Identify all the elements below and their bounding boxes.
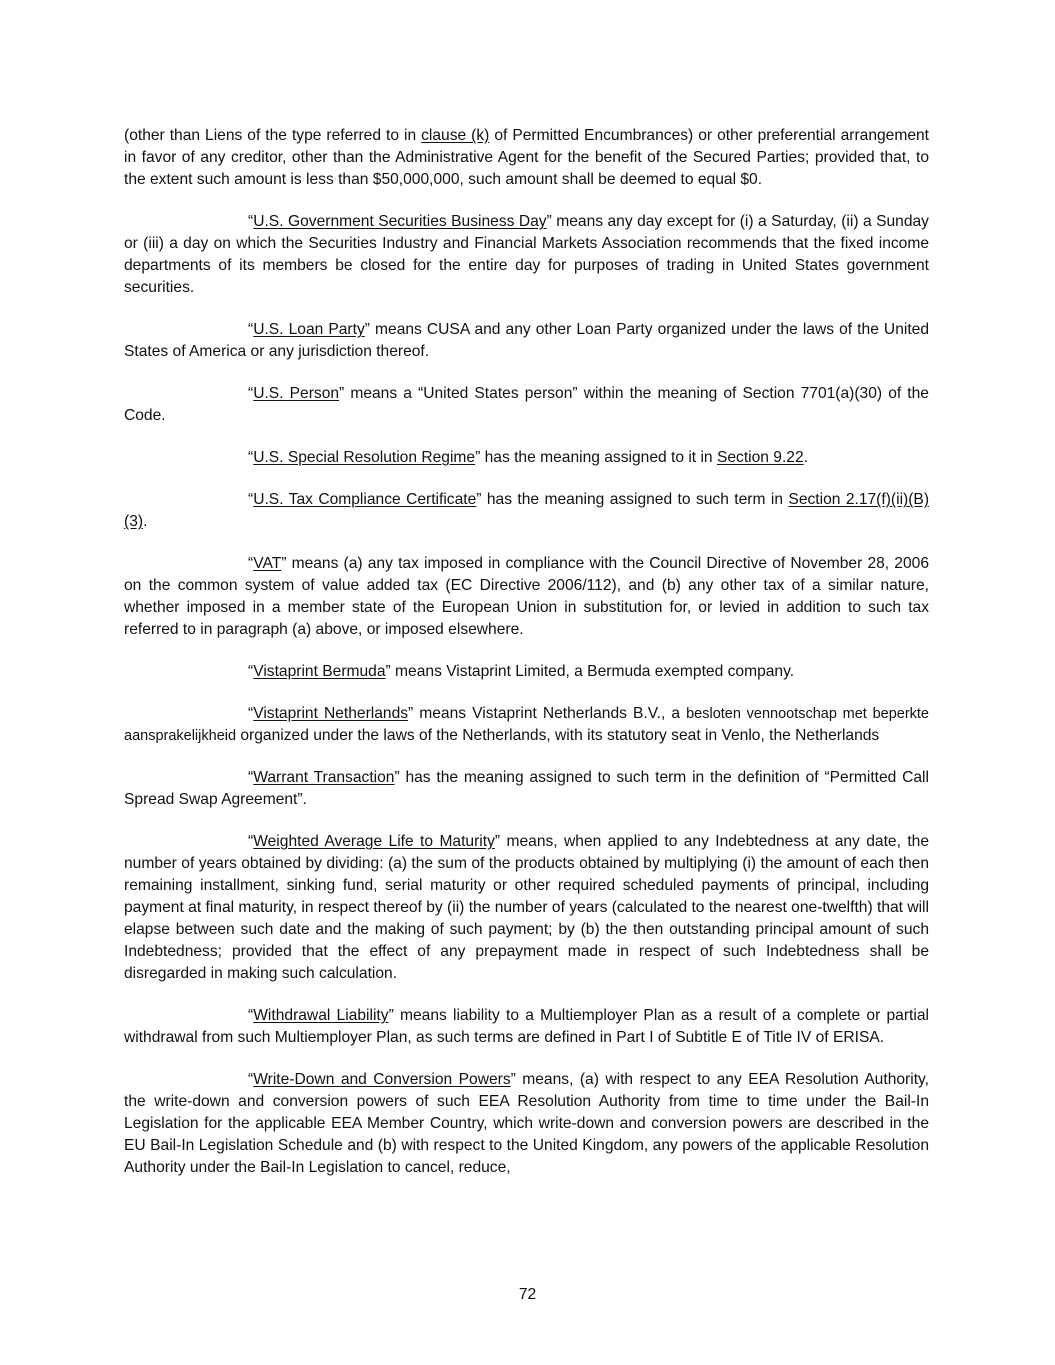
definition-text: ” means a “United States person” within the meaning of Section 7701(a)(30) of the Code. bbox=[124, 385, 929, 424]
foreign-legal-term: besloten vennootschap met beperkte aansprakelijkheid bbox=[124, 706, 929, 744]
defined-term: U.S. Loan Party bbox=[253, 321, 365, 338]
definition-vistaprint-netherlands: “Vistaprint Netherlands” means Vistaprint Netherlands B.V., a besloten vennootschap met beperkte aansprakelijkheid organized under the laws of the Netherlands, with its statutory seat in Venlo, the Netherlands bbox=[124, 705, 929, 744]
definition-text: ” means Vistaprint Netherlands B.V., a bbox=[408, 705, 687, 722]
continuation-paragraph bbox=[124, 125, 929, 191]
definition-text: ” means, (a) with respect to any EEA Resolution Authority, the write-down and conversion powers of such EEA Resolution Authority from time to time under the Bail-In Legislation for the applicable EEA Member Country, which write-down and conversion powers are described in the EU Bail-In Legislation Schedule and (b) with respect to the United Kingdom, any powers of the applicable Resolution Authority under the Bail-In Legislation to cancel, reduce, bbox=[124, 1071, 929, 1176]
definition-text: ” means Vistaprint Limited, a Bermuda exempted company. bbox=[385, 663, 795, 680]
definition-write-down-and-conversion-powers: “Write-Down and Conversion Powers” means, (a) with respect to any EEA Resolution Authority, the write-down and conversion powers of such EEA Resolution Authority from time to time under the Bail-In Legislation for the applicable EEA Member Country, which write-down and conversion powers are described in the EU Bail-In Legislation Schedule and (b) with respect to the United Kingdom, any powers of the applicable Resolution Authority under the Bail-In Legislation to cancel, reduce, bbox=[124, 1071, 929, 1176]
definition-text: ” has the meaning assigned to such term in bbox=[476, 491, 789, 508]
defined-term: Weighted Average Life to Maturity bbox=[253, 833, 495, 850]
defined-term: VAT bbox=[253, 555, 282, 572]
definition-text: organized under the laws of the Netherlands, with its statutory seat in Venlo, the Netherlands bbox=[236, 727, 880, 744]
definition-text: ” means liability to a Multiemployer Plan as a result of a complete or partial withdrawal from such Multiemployer Plan, as such terms are defined in Part I of Subtitle E of Title IV of ERISA. bbox=[124, 1007, 929, 1046]
definition-text: ” has the meaning assigned to it in bbox=[475, 449, 717, 466]
definition-vistaprint-bermuda: “Vistaprint Bermuda” means Vistaprint Limited, a Bermuda exempted company. bbox=[248, 663, 795, 680]
definition-text: ” has the meaning assigned to such term in the definition of “Permitted Call Spread Swap Agreement”. bbox=[124, 769, 929, 808]
section-reference: Section 9.22 bbox=[716, 449, 804, 466]
definition-text: ” means, when applied to any Indebtedness at any date, the number of years obtained by dividing: (a) the sum of the products obtained by multiplying (i) the amount of each then remaining installment, sinking fund, serial maturity or other required scheduled payments of principal, including payment at final maturity, in respect thereof by (ii) the number of years (calculated to the nearest one-twelfth) that will elapse between such date and the making of such payment; by (b) the then outstanding principal amount of such Indebtedness; provided that the effect of any prepayment made in respect of such Indebtedness shall be disregarded in making such calculation. bbox=[124, 833, 929, 982]
defined-term: Withdrawal Liability bbox=[253, 1007, 389, 1024]
definition-text: ” means any day except for (i) a Saturday, (ii) a Sunday or (iii) a day on which the Securities Industry and Financial Markets Association recommends that the fixed income departments of its members be closed for the entire day for purposes of trading in United States government securities. bbox=[124, 213, 929, 296]
definition-withdrawal-liability: “Withdrawal Liability” means liability to a Multiemployer Plan as a result of a complete or partial withdrawal from such Multiemployer Plan, as such terms are defined in Part I of Subtitle E of Title IV of ERISA. bbox=[124, 1007, 929, 1046]
definition-us-tax-compliance-certificate: “U.S. Tax Compliance Certificate” has the meaning assigned to such term in Section 2.17(f)(ii)(B)(3). bbox=[124, 491, 930, 530]
definition-vat: “VAT” means (a) any tax imposed in compliance with the Council Directive of November 28, 2006 on the common system of value added tax (EC Directive 2006/112), and (b) any other tax of a similar nature, whether imposed in a member state of the European Union in substitution for, or levied in addition to such tax referred to in paragraph (a) above, or imposed elsewhere. bbox=[124, 555, 929, 638]
section-reference: Section 2.17(f)(ii)(B)(3) bbox=[124, 491, 930, 530]
definition-us-loan-party: “U.S. Loan Party” means CUSA and any other Loan Party organized under the laws of the United States of America or any jurisdiction thereof. bbox=[124, 321, 930, 360]
definition-warrant-transaction: “Warrant Transaction” has the meaning assigned to such term in the definition of “Permitted Call Spread Swap Agreement”. bbox=[124, 769, 929, 808]
defined-term: U.S. Special Resolution Regime bbox=[253, 449, 476, 466]
definition-text: ” means (a) any tax imposed in compliance with the Council Directive of November 28, 2006 on the common system of value added tax (EC Directive 2006/112), and (b) any other tax of a similar nature, whether imposed in a member state of the European Union in substitution for, or levied in addition to such tax referred to in paragraph (a) above, or imposed elsewhere. bbox=[124, 555, 929, 638]
definition-us-government-securities-business-day: “U.S. Government Securities Business Day” means any day except for (i) a Saturday, (ii) a Sunday or (iii) a day on which the Securities Industry and Financial Markets Association recommends that the fixed income departments of its members be closed for the entire day for purposes of trading in United States government securities. bbox=[124, 213, 929, 296]
clause-reference: clause (k) bbox=[421, 127, 490, 144]
defined-term: Warrant Transaction bbox=[253, 769, 395, 786]
paragraph-text: of Permitted Encumbrances) or other preferential arrangement in favor of any creditor, other than the Administrative Agent for the benefit of the Secured Parties; provided that, to the extent such amount is less than $50,000,000, such amount shall be deemed to equal $0. bbox=[124, 127, 930, 188]
page-number: 72 bbox=[518, 1286, 537, 1303]
paragraph-text: (other than Liens of the type referred to in bbox=[124, 127, 422, 144]
defined-term: Write-Down and Conversion Powers bbox=[253, 1071, 511, 1088]
defined-term: U.S. Government Securities Business Day bbox=[253, 213, 547, 230]
document-page bbox=[124, 125, 929, 1199]
definition-us-person: “U.S. Person” means a “United States person” within the meaning of Section 7701(a)(30) of the Code. bbox=[124, 385, 929, 424]
definition-us-special-resolution-regime: “U.S. Special Resolution Regime” has the meaning assigned to it in Section 9.22. bbox=[248, 449, 808, 466]
defined-term: Vistaprint Netherlands bbox=[253, 705, 409, 722]
defined-term: U.S. Tax Compliance Certificate bbox=[253, 491, 477, 508]
definition-weighted-average-life-to-maturity: “Weighted Average Life to Maturity” means, when applied to any Indebtedness at any date, the number of years obtained by dividing: (a) the sum of the products obtained by multiplying (i) the amount of each then remaining installment, sinking fund, serial maturity or other required scheduled payments of principal, including payment at final maturity, in respect thereof by (ii) the number of years (calculated to the nearest one-twelfth) that will elapse between such date and the making of such payment; by (b) the then outstanding principal amount of such Indebtedness; provided that the effect of any prepayment made in respect of such Indebtedness shall be disregarded in making such calculation. bbox=[124, 833, 929, 982]
defined-term: U.S. Person bbox=[253, 385, 340, 402]
defined-term: Vistaprint Bermuda bbox=[253, 663, 386, 680]
definition-text: ” means CUSA and any other Loan Party organized under the laws of the United States of America or any jurisdiction thereof. bbox=[124, 321, 930, 360]
